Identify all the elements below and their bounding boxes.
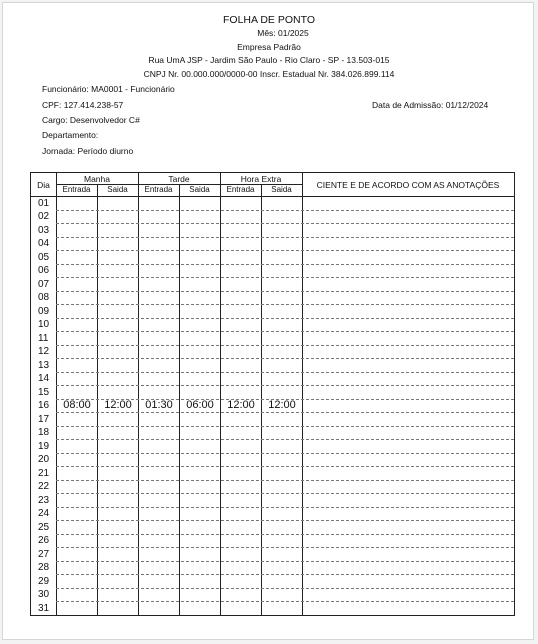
day-number: 05 <box>38 251 50 263</box>
admission-date: Data de Admissão: 01/12/2024 <box>372 100 489 110</box>
employee-cpf: CPF: 127.414.238-57 <box>42 100 124 110</box>
month-label: Mês: 01/2025 <box>257 28 309 38</box>
day-number: 02 <box>38 211 50 222</box>
timesheet-table <box>30 172 515 616</box>
day-number: 10 <box>38 319 50 330</box>
day-number: 03 <box>38 224 50 236</box>
day-number: 14 <box>38 373 50 384</box>
employee-name: Funcionário: MA0001 - Funcionário <box>42 84 175 94</box>
col-header-dia: Dia <box>37 180 50 190</box>
time-cell: 08:00 <box>63 399 91 411</box>
day-number: 17 <box>38 413 50 425</box>
column-divider <box>302 173 303 615</box>
group-header-divider <box>56 184 302 185</box>
row-divider <box>56 453 514 454</box>
day-number: 24 <box>38 508 50 519</box>
day-number: 06 <box>38 265 50 276</box>
day-number: 29 <box>38 575 50 587</box>
subheader-tarde-saida: Saida <box>189 185 210 194</box>
header-divider <box>31 196 514 197</box>
day-number: 01 <box>38 197 50 209</box>
row-divider <box>56 466 514 467</box>
employee-schedule: Jornada: Período diurno <box>42 146 134 156</box>
time-cell: 12:00 <box>104 399 132 411</box>
day-number: 27 <box>38 548 50 560</box>
row-divider <box>56 331 514 332</box>
row-divider <box>56 574 514 575</box>
group-header-manha: Manha <box>84 174 110 184</box>
day-number: 11 <box>38 332 49 344</box>
row-divider <box>56 250 514 251</box>
subheader-extra-saida: Saida <box>271 185 292 194</box>
row-divider <box>56 520 514 521</box>
column-divider <box>220 173 221 615</box>
day-number: 22 <box>38 481 50 492</box>
day-number: 26 <box>38 535 50 546</box>
group-header-hora-extra: Hora Extra <box>240 174 282 184</box>
day-number: 13 <box>38 359 50 371</box>
company-name: Empresa Padrão <box>237 42 301 52</box>
day-number: 30 <box>38 589 50 600</box>
day-number: 31 <box>38 602 50 614</box>
day-number: 15 <box>38 386 50 398</box>
time-cell: 06:00 <box>186 399 214 411</box>
day-number: 12 <box>38 346 50 357</box>
subheader-tarde-entrada: Entrada <box>144 185 173 194</box>
document-title: FOLHA DE PONTO <box>223 14 315 26</box>
day-number: 25 <box>38 521 50 533</box>
row-divider <box>56 345 514 346</box>
row-divider <box>56 480 514 481</box>
time-cell: 12:00 <box>227 399 255 411</box>
row-divider <box>56 493 514 494</box>
group-header-tarde: Tarde <box>168 174 190 184</box>
timesheet-page <box>2 2 534 640</box>
row-divider <box>56 439 514 440</box>
row-divider <box>56 237 514 238</box>
day-number: 07 <box>38 278 50 290</box>
time-cell: 01:30 <box>145 399 173 411</box>
subheader-manha-saida: Saida <box>107 185 128 194</box>
col-header-ciente: CIENTE E DE ACORDO COM AS ANOTAÇÕES <box>316 180 500 190</box>
subheader-extra-entrada: Entrada <box>226 185 255 194</box>
row-divider <box>56 385 514 386</box>
row-divider <box>56 412 514 413</box>
day-number: 08 <box>38 292 50 303</box>
row-divider <box>56 426 514 427</box>
subheader-manha-entrada: Entrada <box>62 185 91 194</box>
row-divider <box>56 507 514 508</box>
row-divider <box>56 372 514 373</box>
row-divider <box>56 277 514 278</box>
time-cell: 12:00 <box>268 399 296 411</box>
day-number: 19 <box>38 440 50 452</box>
company-cnpj: CNPJ Nr. 00.000.000/0000-00 Inscr. Estadual Nr. 384.026.899.114 <box>143 69 395 79</box>
row-divider <box>56 210 514 211</box>
employee-department: Departamento: <box>42 130 99 140</box>
row-divider <box>56 588 514 589</box>
day-number: 28 <box>38 562 50 573</box>
day-number: 16 <box>38 400 50 411</box>
row-divider <box>56 318 514 319</box>
row-divider <box>56 561 514 562</box>
column-divider <box>138 173 139 615</box>
row-divider <box>56 601 514 602</box>
row-divider <box>56 547 514 548</box>
company-address: Rua UmA JSP - Jardim São Paulo - Rio Claro - SP - 13.503-015 <box>148 55 390 65</box>
row-divider <box>56 304 514 305</box>
day-number: 09 <box>38 305 50 317</box>
row-divider <box>56 223 514 224</box>
day-number: 04 <box>38 238 50 249</box>
employee-role: Cargo: Desenvolvedor C# <box>42 115 140 125</box>
day-number: 20 <box>38 454 50 465</box>
row-divider <box>56 534 514 535</box>
day-number: 18 <box>38 427 50 438</box>
column-divider <box>56 173 57 615</box>
row-divider <box>56 291 514 292</box>
row-divider <box>56 264 514 265</box>
day-number: 23 <box>38 494 50 506</box>
row-divider <box>56 358 514 359</box>
day-number: 21 <box>38 467 50 479</box>
